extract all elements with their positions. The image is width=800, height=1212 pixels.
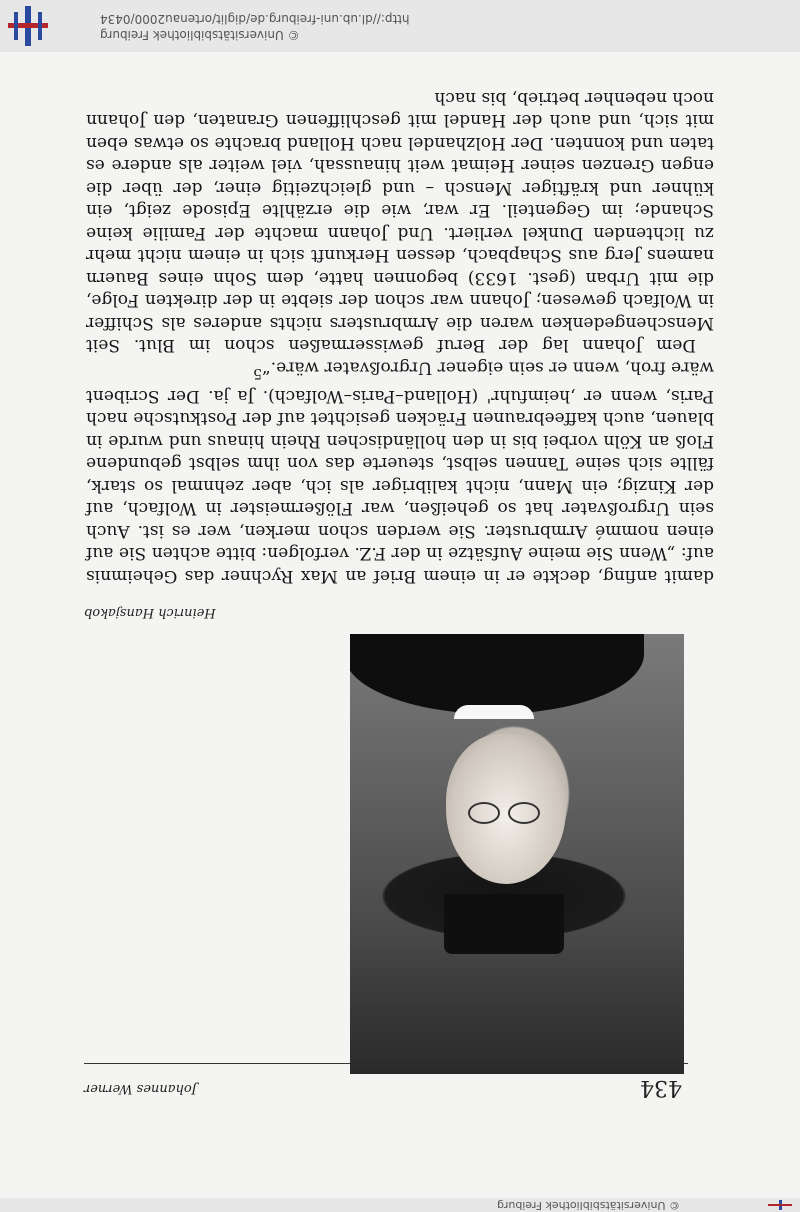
footnote-ref[interactable]: 5 <box>253 365 263 382</box>
library-logo-icon <box>768 1200 792 1210</box>
portrait-photo <box>350 634 684 1074</box>
running-head-author: Johannes Werner <box>84 1081 197 1096</box>
paragraph-1-text: damit anfing, deckte er in einem Brief an Max Rychner das Geheimnis auf: „Wenn Sie meine Aufsätze in der F.Z. verfolgen: bitte achten Sie auf einen nommé Armbruster. Sie werden schon merken, wer es ist. Auch sein Urgroßvater hat so geheißen, war Flößermeister in Wolfach, auf der Kinzig; ein Mann, nicht kalibriger als ich, aber zehnmal so stark, fällte sich seine Tannen selbst, steuerte das von ihm selbst gebundene Floß an Köln vorbei bis in den holländischen Rhein hinaus und wurde in blauen, auch kaffeebraunen Fräcken gesichtet auf der Postkutsche nach Paris, wenn er ‚heimfuhr' (Holland–Paris–Wolfach). Ja ja. Der Scribent wäre froh, wenn er sein eigener Urgroßvater wäre.“ <box>86 357 714 586</box>
portrait-hat <box>444 894 564 954</box>
glasses-icon <box>464 800 544 824</box>
page-number: 434 <box>640 1075 682 1100</box>
figure-caption: Heinrich Hansjakob <box>84 605 216 620</box>
library-url-link[interactable]: http://dl.ub.uni-freiburg.de/diglit/ortenau2000/0434 <box>100 12 410 26</box>
paragraph-2: Dem Johann lag der Beruf gewissermaßen schon im Blut. Seit Menschengedenken waren die Armbrusters nichts anderes als Schiffer in Wolfach gewesen; Johann war schon der siebte in der direkten Folge, die mit Urban (gest. 1633) begonnen hatte, dem Sohn eines Bauern namens Jerg aus Schapbach, dessen Herkunft sich in einem nicht mehr zu lichtenden Dunkel verliert. Und Johann machte der Familie keine Schande; im Gegenteil. Er war, wie die erzählte Episode zeigt, ein kühner und kräftiger Mensch – und gleichzeitig einer, der über die engen Grenzen seiner Heimat weit hinaussah, viel weiter als andere es taten und konnten. Der Holzhandel nach Holland brachte so etwas eben mit sich, und auch der Handel mit geschliffenen Granaten, den Johann noch nebenher betrieb, bis nach <box>86 87 714 356</box>
paragraph-1 <box>86 356 714 587</box>
library-copyright-top: © Universitätsbibliothek Freiburg <box>497 1199 680 1212</box>
library-copyright: © Universitätsbibliothek Freiburg <box>100 28 300 42</box>
portrait-coat <box>350 634 644 714</box>
library-footer <box>0 0 800 52</box>
portrait-collar <box>454 705 534 719</box>
library-logo-icon <box>8 6 48 46</box>
body-text <box>86 86 714 587</box>
footer-strip-partial <box>0 1198 800 1212</box>
